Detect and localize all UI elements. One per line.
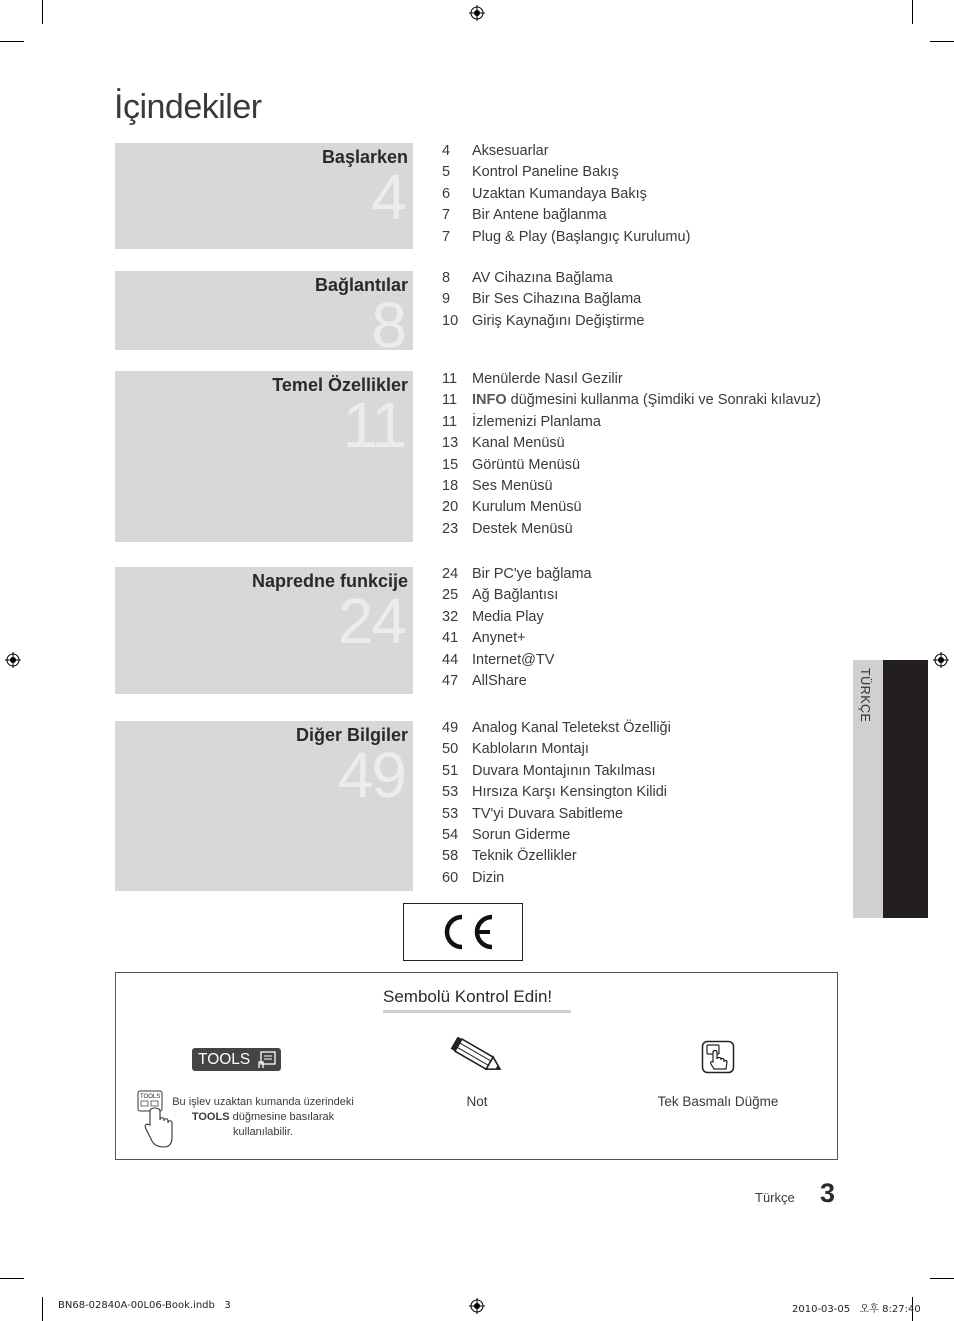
- toc-item[interactable]: [442, 478, 821, 499]
- one-touch-label: Tek Basmalı Düğme: [657, 1094, 779, 1109]
- toc-item[interactable]: [442, 741, 671, 762]
- toc-page-number: 25: [442, 587, 459, 604]
- toc-item[interactable]: [442, 392, 821, 413]
- toc-entry-text: Hırsıza Karşı Kensington Kilidi: [472, 784, 668, 801]
- toc-page-number: 41: [442, 630, 459, 647]
- toc-page-number: 47: [442, 672, 459, 689]
- page-title: İçindekiler: [114, 88, 262, 126]
- section-title: Bağlantılar: [314, 275, 408, 295]
- language-tab-label: TÜRKÇE: [858, 668, 872, 723]
- registration-mark-icon: [933, 652, 949, 668]
- crop-mark: [0, 1278, 24, 1279]
- toc-page-number: 23: [442, 520, 459, 537]
- toc-entry-text: Kanal Menüsü: [472, 435, 565, 452]
- toc-entry-text: düğmesini kullanma (Şimdiki ve Sonraki kılavuz): [510, 392, 821, 409]
- toc-item[interactable]: [442, 435, 821, 456]
- toc-page-number: 13: [442, 435, 459, 452]
- remote-tools-label: TOOLS: [140, 1094, 161, 1100]
- toc-item[interactable]: [442, 229, 690, 250]
- toc-list: [442, 143, 690, 250]
- toc-page-number: 7: [442, 228, 451, 245]
- registration-mark-icon: [5, 652, 21, 668]
- note-pencil-icon: [449, 1037, 505, 1077]
- section-number: 49: [337, 739, 405, 811]
- footer-language: Türkçe: [755, 1190, 795, 1205]
- toc-page-number: 51: [442, 762, 459, 779]
- toc-item[interactable]: [442, 270, 644, 291]
- toc-page-number: 7: [442, 207, 451, 224]
- toc-entry-text: Giriş Kaynağını Değiştirme: [472, 312, 645, 329]
- toc-page-number: 9: [442, 291, 451, 308]
- toc-page-number: 49: [442, 720, 459, 736]
- toc-item[interactable]: [442, 207, 690, 228]
- one-touch-button-icon: [701, 1040, 735, 1074]
- crop-mark: [0, 41, 24, 42]
- print-slug-date: 2010-03-05 오후 8:27:40: [792, 1304, 921, 1315]
- toc-item[interactable]: [442, 630, 592, 651]
- crop-mark: [912, 0, 913, 24]
- toc-item[interactable]: [442, 652, 592, 673]
- toc-page-number: 53: [442, 805, 459, 822]
- toc-entry-text: Uzaktan Kumandaya Bakış: [472, 185, 647, 202]
- registration-mark-icon: [469, 1298, 485, 1314]
- toc-entry-text: Kabloların Montajı: [472, 741, 589, 758]
- tools-desc-text: Bu işlev uzaktan kumanda üzerindeki: [172, 1096, 354, 1108]
- toc-page-number: 4: [442, 143, 451, 159]
- section-number: 4: [371, 161, 405, 233]
- toc-entry-text: AllShare: [472, 672, 527, 689]
- symbols-title-underline: [383, 1010, 571, 1013]
- tools-desc-bold: TOOLS: [191, 1111, 230, 1123]
- toc-list: [442, 270, 644, 334]
- section-title: Başlarken: [321, 147, 408, 167]
- toc-entry-text: Görüntü Menüsü: [472, 456, 581, 473]
- toc-entry-text: Duvara Montajının Takılması: [472, 762, 656, 779]
- toc-item[interactable]: [442, 827, 671, 848]
- section-title: Temel Özellikler: [272, 375, 408, 395]
- toc-page-number: 11: [442, 371, 458, 387]
- toc-page-number: 8: [442, 270, 451, 286]
- toc-page-number: 20: [442, 499, 459, 516]
- info-highlight: INFO: [472, 392, 507, 409]
- toc-item[interactable]: [442, 784, 671, 805]
- toc-entry-text: Media Play: [472, 608, 544, 625]
- registration-mark-icon: [469, 5, 485, 21]
- toc-entry-text: Kontrol Paneline Bakış: [472, 164, 619, 181]
- toc-entry-text: Dizin: [472, 869, 505, 886]
- toc-page-number: 60: [442, 869, 459, 886]
- toc-item[interactable]: [442, 848, 671, 869]
- tools-hand-icon: [257, 1051, 277, 1069]
- toc-item[interactable]: [442, 313, 644, 334]
- tools-description: [170, 1095, 356, 1140]
- toc-page-number: 15: [442, 456, 459, 473]
- toc-entry-text: Internet@TV: [472, 651, 555, 668]
- toc-list: [442, 720, 671, 891]
- toc-entry-text: TV'yi Duvara Sabitleme: [472, 805, 624, 822]
- toc-list: [442, 371, 821, 542]
- section-number: 11: [342, 389, 405, 461]
- toc-page-number: 32: [442, 608, 459, 625]
- toc-entry-text: Ses Menüsü: [472, 477, 553, 494]
- toc-page-number: 6: [442, 185, 451, 202]
- toc-item[interactable]: [442, 164, 690, 185]
- toc-entry-text: Teknik Özellikler: [472, 848, 577, 865]
- toc-entry-text: Bir PC'ye bağlama: [472, 566, 592, 582]
- section-box: [115, 143, 413, 249]
- section-number: 24: [337, 585, 405, 657]
- section-number: 8: [371, 289, 405, 361]
- toc-item[interactable]: [442, 720, 671, 741]
- crop-mark: [930, 1278, 954, 1279]
- ce-mark-icon: [404, 904, 522, 960]
- section-box: [115, 567, 413, 694]
- section-box: [115, 371, 413, 542]
- toc-page-number: 11: [442, 392, 458, 409]
- toc-item[interactable]: [442, 870, 671, 891]
- toc-item[interactable]: [442, 371, 821, 392]
- toc-entry-text: Bir Antene bağlanma: [472, 207, 607, 224]
- section-box: [115, 271, 413, 361]
- toc-entry-text: Plug & Play (Başlangıç Kurulumu): [472, 228, 691, 245]
- crop-mark: [42, 0, 43, 24]
- toc-entry-text: Bir Ses Cihazına Bağlama: [472, 291, 642, 308]
- toc-page-number: 44: [442, 651, 459, 668]
- toc-item[interactable]: [442, 291, 644, 312]
- section-title: Napredne funkcije: [251, 571, 408, 591]
- tools-badge-label: TOOLS: [198, 1051, 251, 1068]
- toc-entry-text: Anynet+: [472, 630, 526, 647]
- toc-page-number: 10: [442, 312, 459, 329]
- crop-mark: [42, 1297, 43, 1321]
- toc-entry-text: Menülerde Nasıl Gezilir: [472, 371, 623, 387]
- toc-entry-text: Analog Kanal Teletekst Özelliği: [472, 720, 671, 736]
- toc-entry-text: Kurulum Menüsü: [472, 499, 582, 516]
- toc-item[interactable]: [442, 673, 592, 694]
- toc-page-number: 18: [442, 477, 459, 494]
- toc-entry-text: Sorun Giderme: [472, 826, 571, 843]
- ce-mark-box: [403, 903, 523, 961]
- toc-item[interactable]: [442, 457, 821, 478]
- toc-item[interactable]: [442, 186, 690, 207]
- toc-entry-text: İzlemenizi Planlama: [472, 413, 601, 430]
- symbols-title: Sembolü Kontrol Edin!: [383, 987, 553, 1006]
- page-number: 3: [820, 1178, 836, 1208]
- toc-page-number: 58: [442, 848, 459, 865]
- language-tab-dark: [883, 660, 928, 918]
- toc-item[interactable]: [442, 609, 592, 630]
- toc-item[interactable]: [442, 763, 671, 784]
- toc-item[interactable]: [442, 566, 592, 587]
- tools-badge: [192, 1048, 281, 1071]
- toc-entry-text: AV Cihazına Bağlama: [472, 270, 613, 286]
- toc-page-number: 53: [442, 784, 459, 801]
- toc-item[interactable]: [442, 587, 592, 608]
- toc-page-number: 50: [442, 741, 459, 758]
- toc-entry-text: Destek Menüsü: [472, 520, 573, 537]
- toc-item[interactable]: [442, 521, 821, 542]
- toc-page-number: 54: [442, 826, 459, 843]
- toc-item[interactable]: [442, 414, 821, 435]
- print-slug-file: BN68-02840A-00L06-Book.indb 3: [58, 1300, 231, 1311]
- crop-mark: [930, 41, 954, 42]
- note-label: Not: [466, 1094, 488, 1109]
- toc-entry-text: Aksesuarlar: [472, 143, 549, 159]
- toc-item[interactable]: [442, 143, 690, 164]
- section-box: [115, 721, 413, 891]
- toc-page-number: 11: [442, 413, 458, 430]
- toc-entry-text: Ağ Bağlantısı: [472, 587, 559, 604]
- toc-item[interactable]: [442, 806, 671, 827]
- section-title: Diğer Bilgiler: [295, 725, 408, 745]
- toc-item[interactable]: [442, 499, 821, 520]
- tools-desc-text: düğmesine basılarak kullanılabilir.: [229, 1111, 335, 1138]
- toc-page-number: 5: [442, 164, 451, 181]
- toc-page-number: 24: [442, 566, 459, 582]
- toc-list: [442, 566, 592, 694]
